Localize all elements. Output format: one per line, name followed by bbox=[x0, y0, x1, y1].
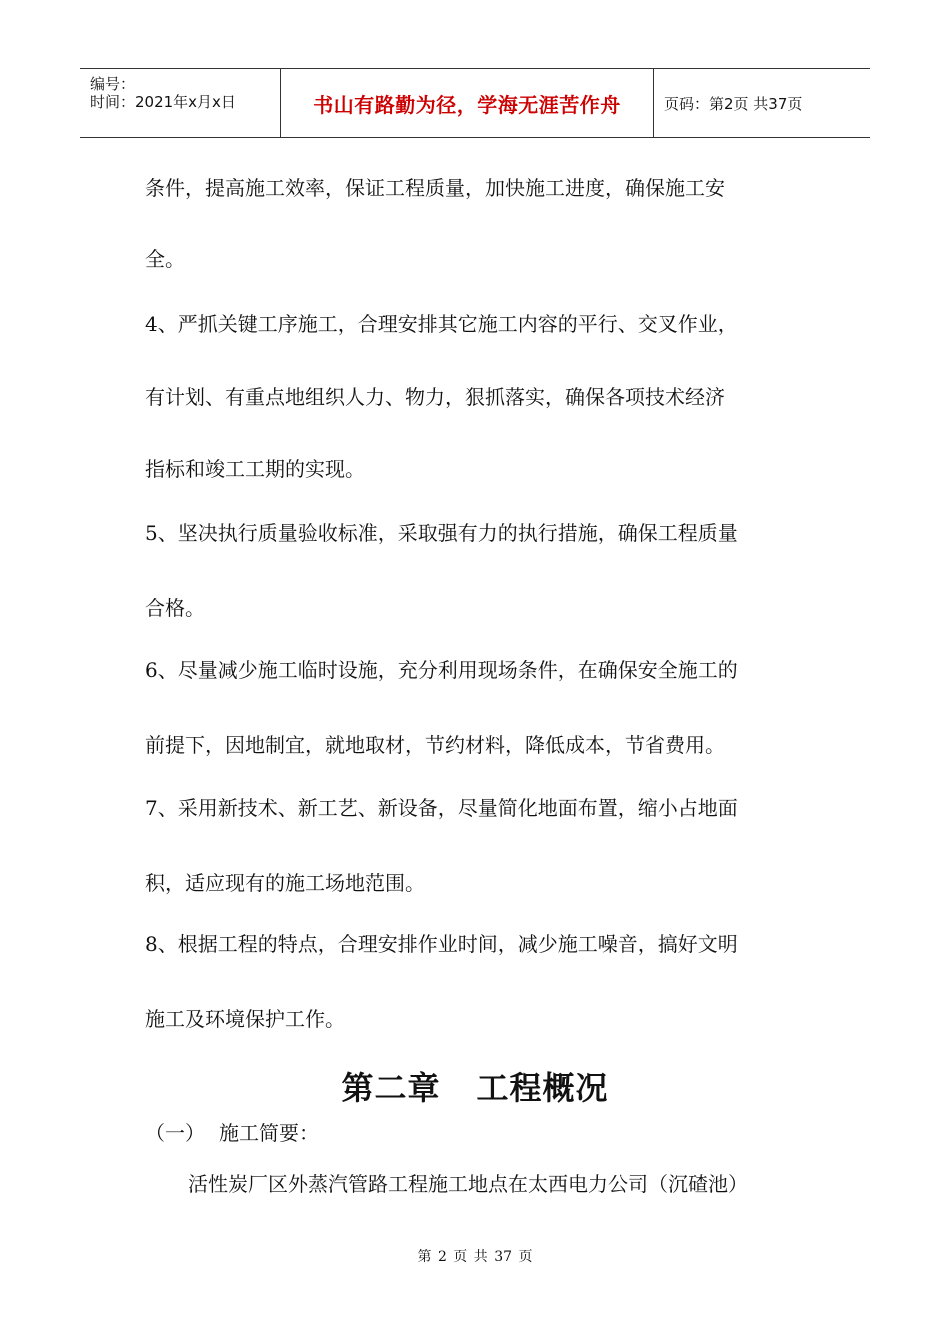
header-motto-cell bbox=[281, 69, 654, 137]
header-page-info-cell bbox=[654, 69, 870, 137]
body-line: 4、严抓关键工序施工，合理安排其它施工内容的平行、交叉作业， bbox=[145, 312, 738, 336]
header-meta-cell bbox=[80, 69, 281, 137]
section-title: 施工简要： bbox=[219, 1121, 319, 1145]
page-footer: 第 2 页 共 37 页 bbox=[417, 1249, 533, 1265]
body-line: 积，适应现有的施工场地范围。 bbox=[145, 871, 425, 895]
chapter-title: 工程概况 bbox=[476, 1069, 609, 1107]
section-marker: （一） bbox=[145, 1121, 205, 1145]
paragraph-part-1: 活性炭厂区外蒸汽管路工程 bbox=[188, 1172, 428, 1196]
body-line: 指标和竣工工期的实现。 bbox=[145, 457, 365, 481]
header-motto: 书山有路勤为径，学海无涯苦作舟 bbox=[313, 92, 621, 117]
body-line: 施工及环境保护工作。 bbox=[145, 1007, 345, 1031]
header-code-label: 编号： bbox=[90, 75, 136, 93]
body-line: 有计划、有重点地组织人力、物力，狠抓落实，确保各项技术经济 bbox=[145, 385, 725, 409]
body-line: 8、根据工程的特点，合理安排作业时间，减少施工噪音，搞好文明 bbox=[145, 932, 738, 956]
page-header bbox=[80, 68, 870, 138]
body-line: 5、坚决执行质量验收标准，采取强有力的执行措施，确保工程质量 bbox=[145, 521, 738, 545]
body-line: 6、尽量减少施工临时设施，充分利用现场条件，在确保安全施工的 bbox=[145, 658, 738, 682]
section-paragraph bbox=[188, 1168, 748, 1197]
paragraph-part-2: 施工地点在太西电力公司（沉碴池） bbox=[428, 1172, 748, 1196]
body-line: 全。 bbox=[145, 247, 185, 271]
body-line: 7、采用新技术、新工艺、新设备，尽量简化地面布置，缩小占地面 bbox=[145, 796, 738, 820]
body-line: 合格。 bbox=[145, 596, 205, 620]
body-line: 前提下，因地制宜，就地取材，节约材料，降低成本，节省费用。 bbox=[145, 733, 725, 757]
section-heading bbox=[145, 1117, 319, 1146]
header-time-label: 时间：2021年x月x日 bbox=[90, 93, 236, 111]
chapter-heading bbox=[0, 1063, 950, 1109]
header-page-info: 页码：第2页 共37页 bbox=[664, 94, 803, 113]
body-line: 条件，提高施工效率，保证工程质量，加快施工进度，确保施工安 bbox=[145, 176, 725, 200]
chapter-number: 第二章 bbox=[341, 1069, 441, 1107]
